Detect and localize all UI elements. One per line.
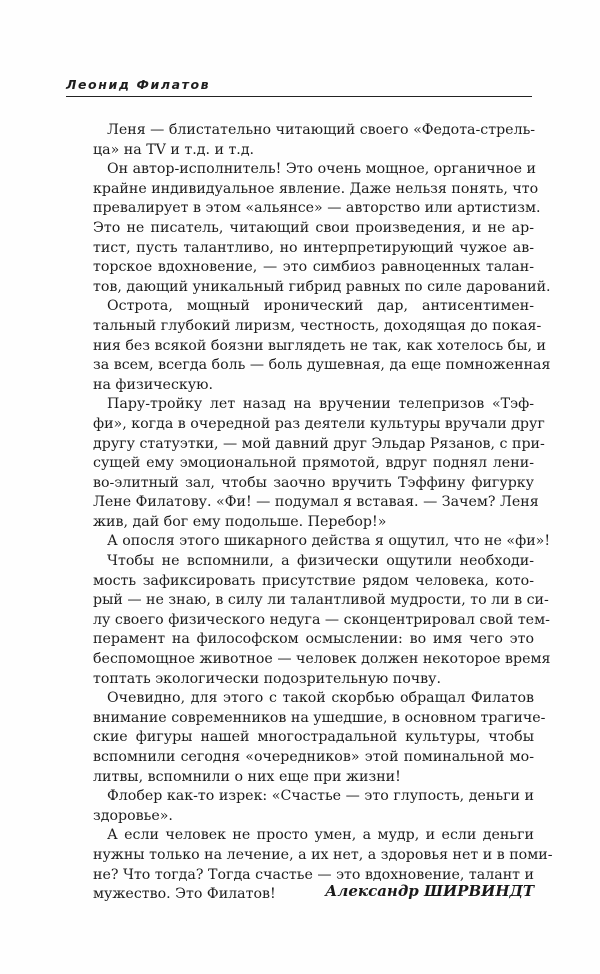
text-line: не? Что тогда? Тогда счастье — это вдохновение, талант и [93,866,534,883]
text-line: Лене Филатову. «Фи! — подумал я вставая. — Зачем? Леня [93,494,539,511]
text-line: литвы, вспомнили о них еще при жизни! [93,768,401,785]
text-line: рый — не знаю, в силу ли талантливой мудрости, то ли в си- [93,592,549,609]
text-line: мость зафиксировать присутствие рядом человека, кото- [93,572,534,589]
text-line: топтать экологически подозрительную почву. [93,670,442,687]
text-line: Чтобы не вспомнили, а физически ощутили необходи- [107,553,534,570]
text-line: ния без всякой боязни выглядеть не так, как хотелось бы, и [93,337,546,354]
text-line: внимание современников на ушедшие, в основном трагиче- [93,709,546,726]
running-header [66,74,532,97]
text-line: мужество. Это Филатов! [93,886,276,903]
running-title: Леонид Филатов [66,77,211,92]
text-line: ца» на TV и т.д. и т.д. [93,141,255,158]
text-line: другу статуэтки, — мой давний друг Эльдар Рязанов, с при- [93,435,545,452]
text-line: Острота, мощный иронический дар, антисентимен- [107,298,534,315]
text-line: превалирует в этом «альянсе» — авторство или артистизм. [93,200,541,217]
text-line: вспомнили сегодня «очередников» этой поминальной мо- [93,749,534,765]
body-text [93,121,553,905]
text-line: фи», когда в очередной раз деятели культуры вручали друг [93,415,545,432]
text-line: тов, дающий уникальный гибрид равных по силе дарований. [93,278,551,295]
text-line: крайне индивидуальное явление. Даже нельзя понять, что [93,180,539,197]
author-signature: Александр ШИРВИНДТ [325,882,534,900]
text-line: Пару-тройку лет назад на вручении телепризов «Тэф- [107,396,534,413]
text-line: тальный глубокий лиризм, честность, доходящая до покая- [93,317,542,334]
text-line: беспомощное животное — человек должен некоторое время [93,651,551,668]
text-line: во-элитный зал, чтобы заочно вручить Тэффину фигурку [93,474,534,491]
text-line: А опосля этого шикарного действа я ощутил, что не «фи»! [107,533,551,550]
text-line: Он автор-исполнитель! Это очень мощное, органичное и [107,161,536,178]
text-line: перамент на философском осмыслении: во имя чего это [93,631,534,648]
text-line: тист, пусть талантливо, но интерпретирующий чужое ав- [93,239,534,256]
text-line: за всем, всегда боль — боль душевная, да еще помноженная [93,357,551,374]
text-line: торское вдохновение, — это симбиоз равноценных талан- [93,259,534,276]
text-line: ские фигуры нашей многострадальной культуры, чтобы [93,729,534,746]
text-line: Флобер как-то изрек: «Счастье — это глупость, деньги и [107,788,534,805]
text-line: нужны только на лечение, а их нет, а здоровья нет и в поми- [93,846,553,863]
text-line: Очевидно, для этого с такой скорбью обращал Филатов [107,690,534,707]
text-line: здоровье». [93,807,173,824]
text-line: Это не писатель, читающий свои произведения, и не ар- [93,219,534,236]
text-line: лу своего физического недуга — сконцентрировал свой тем- [93,611,550,628]
text-line: А если человек не просто умен, а мудр, и если деньги [107,827,534,844]
text-line: на физическую. [93,376,213,393]
text-line: сущей ему эмоциональной прямотой, вдруг поднял лени- [93,455,534,472]
text-line: Леня — блистательно читающий своего «Федота-стрель- [107,122,536,138]
text-line: жив, дай бог ему подольше. Перебор!» [93,513,387,530]
